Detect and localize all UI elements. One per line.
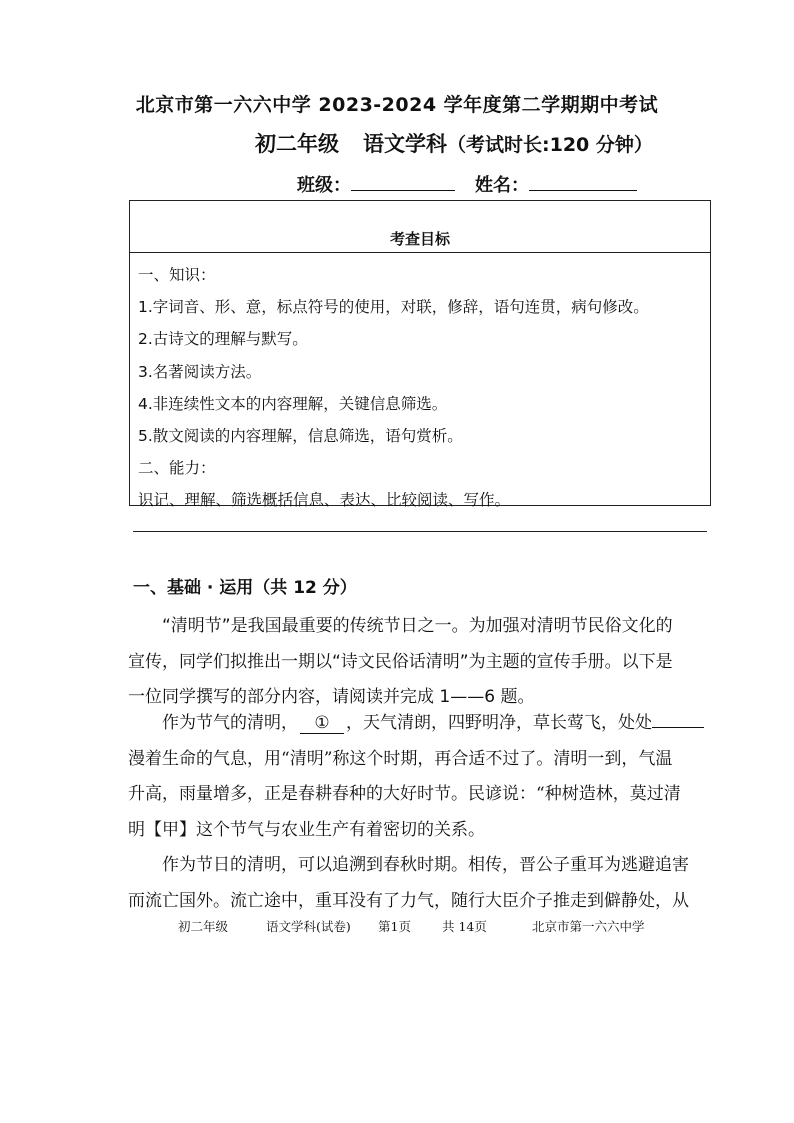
goals-item: 5.散文阅读的内容理解，信息筛选，语句赏析。	[138, 427, 463, 446]
goals-item: 识记、理解、筛选概括信息、表达、比较阅读、写作。	[138, 491, 511, 510]
divider-line	[133, 531, 707, 532]
goals-item: 一、知识：	[138, 266, 216, 284]
goals-heading: 考查目标	[389, 230, 450, 248]
page-footer	[178, 917, 718, 935]
goals-box	[129, 200, 711, 510]
passage-festival	[128, 848, 718, 919]
name-label: 姓名：	[475, 175, 529, 196]
passage-line: 作为节气的清明， ① ，天气清朗，四野明净，草长莺飞，处处	[128, 706, 718, 742]
passage-line: 升高，雨量增多，正是春耕春种的大好时节。民谚说：“种树造林，莫过清	[128, 784, 681, 804]
blank-1[interactable]: ①	[300, 713, 344, 734]
blank-2[interactable]	[652, 709, 704, 728]
passage-line: 宣传，同学们拟推出一期以“诗文民俗话清明”为主题的宣传手册。以下是	[128, 651, 673, 672]
footer-paper: 语文学科(试卷)	[266, 919, 351, 934]
class-blank[interactable]	[351, 172, 455, 191]
class-label: 班级：	[297, 175, 351, 196]
duration-label: （考试时长:120 分钟）	[447, 134, 653, 156]
goals-list	[138, 259, 708, 517]
goals-item: 4.非连续性文本的内容理解，关键信息筛选。	[138, 394, 448, 413]
name-blank[interactable]	[529, 172, 637, 191]
goals-header	[130, 201, 710, 253]
exam-title: 北京市第一六六中学 2023-2024 学年度第二学期期中考试	[135, 94, 659, 116]
passage-intro	[128, 609, 718, 716]
student-info	[297, 171, 717, 197]
passage-line: “清明节”是我国最重要的传统节日之一。为加强对清明节民俗文化的	[162, 616, 673, 636]
goals-item: 3.名著阅读方法。	[138, 362, 262, 381]
footer-school: 北京市第一六六中学	[532, 919, 645, 934]
subject-label: 语文学科	[363, 132, 447, 156]
exam-subtitle	[255, 128, 775, 158]
goals-item: 2.古诗文的理解与默写。	[138, 330, 308, 349]
section-heading: 一、基础 · 运用（共 12 分）	[133, 578, 357, 598]
passage-line: 而流亡国外。流亡途中，重耳没有了力气，随行大臣介子推走到僻静处，从	[128, 890, 689, 911]
goals-item: 二、能力：	[138, 459, 216, 478]
passage-line: 作为节日的清明，可以追溯到春秋时期。相传，晋公子重耳为逃避追害	[162, 855, 689, 875]
passage-solar-term	[128, 706, 718, 848]
footer-total-pages: 共 14页	[442, 919, 487, 934]
footer-page-number: 第1页	[378, 919, 411, 934]
passage-line: 一位同学撰写的部分内容，请阅读并完成 1——6 题。	[128, 687, 535, 707]
footer-grade: 初二年级	[178, 919, 229, 934]
passage-line: 明【甲】这个节气与农业生产有着密切的关系。	[128, 819, 485, 840]
goals-item: 1.字词音、形、意，标点符号的使用，对联，修辞，语句连贯，病句修改。	[138, 298, 649, 317]
grade-label: 初二年级	[255, 132, 339, 156]
passage-line: 漫着生命的气息，用“清明”称这个时期，再合适不过了。清明一到，气温	[128, 748, 673, 769]
